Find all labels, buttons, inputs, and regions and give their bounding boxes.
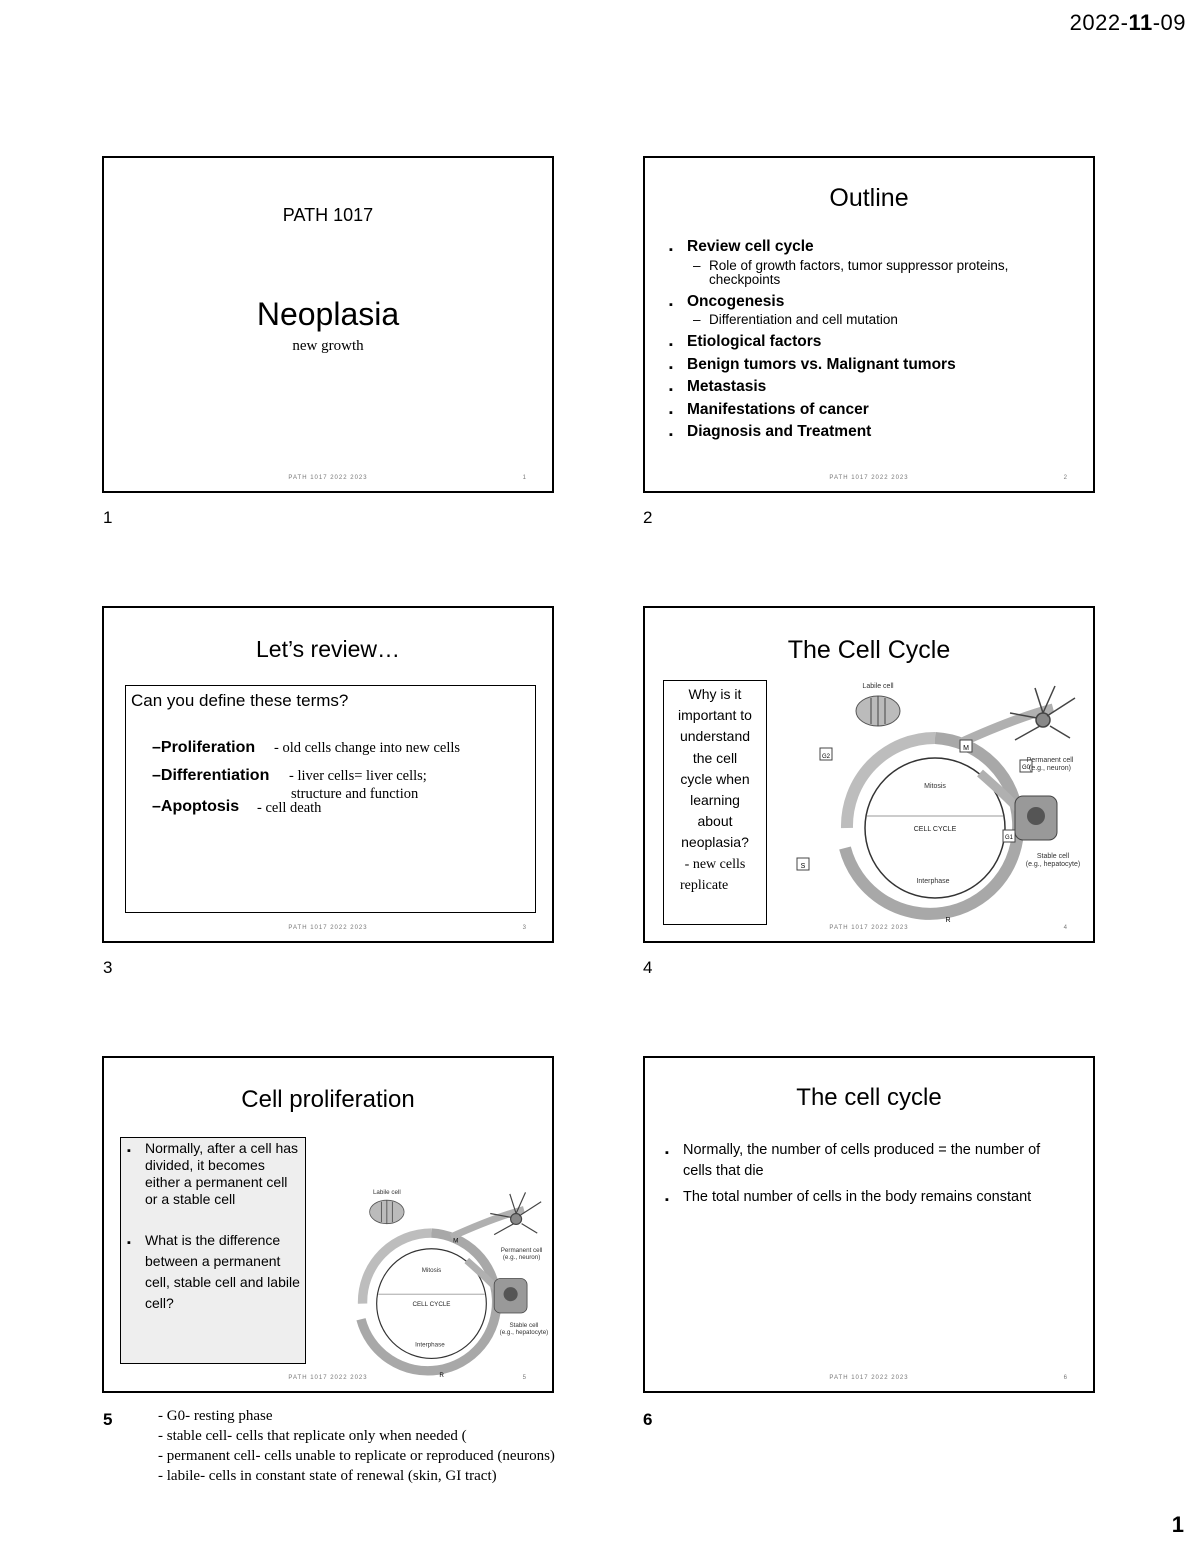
box-line: understand <box>679 728 751 745</box>
slide-footer: PATH 1017 2022 2023 <box>829 925 909 931</box>
list-item: ▪ The total number of cells in the body remains constant <box>663 1187 1063 1208</box>
diagram-label: (e.g., neuron) <box>1028 765 1072 772</box>
box-line: neoplasia? <box>681 834 749 851</box>
diagram-label: CELL CYCLE <box>412 1300 451 1308</box>
diagram-label: (e.g., hepatocyte) <box>499 1329 549 1337</box>
term-proliferation: –Proliferation <box>152 739 256 756</box>
box-line: cycle when <box>680 770 750 787</box>
slide-4 <box>643 606 1095 943</box>
diagram-label: Permanent cell <box>500 1246 543 1254</box>
slide-number: 6 <box>643 1410 653 1429</box>
slide-title: The cell cycle <box>796 1084 942 1111</box>
diagram-label: Stable cell <box>1036 853 1070 860</box>
sub-item: – Differentiation and cell mutation <box>667 313 1077 327</box>
slide-number: 2 <box>643 508 653 527</box>
list-item: ▪ Metastasis <box>667 376 1077 399</box>
slide-title: Cell proliferation <box>241 1086 415 1113</box>
slide-number: 3 <box>103 958 113 977</box>
slide-footer: PATH 1017 2022 2023 <box>288 925 368 931</box>
slide-number: 5 <box>103 1410 113 1429</box>
list-item: ▪ Manifestations of cancer <box>667 399 1077 422</box>
box-line: the cell <box>692 749 738 766</box>
sub-item: – Role of growth factors, tumor suppressor proteins, checkpoints <box>667 259 1077 287</box>
term-differentiation: –Differentiation <box>152 767 270 784</box>
box-line: Why is it <box>688 686 742 702</box>
diagram-label: R <box>439 1372 444 1380</box>
diagram-label: G2 <box>821 754 831 760</box>
term-apoptosis: –Apoptosis <box>152 798 240 815</box>
diagram-label: Stable cell <box>509 1322 539 1330</box>
diagram-label: S <box>800 863 806 870</box>
review-question: Can you define these terms? <box>131 691 349 710</box>
diagram-label: M <box>963 745 969 752</box>
note-line: - stable cell- cells that replicate only when needed ( <box>158 1428 467 1444</box>
diagram-label: Permanent cell <box>1026 757 1074 764</box>
definition-differentiation: - liver cells= liver cells; <box>289 768 427 784</box>
diagram-label: Interphase <box>916 878 950 885</box>
diagram-label: G0 <box>1021 765 1031 771</box>
diagram-label: Mitosis <box>924 783 946 790</box>
box-line: learning <box>690 792 740 809</box>
diagram-label: (e.g., neuron) <box>502 1253 541 1261</box>
course-code: PATH 1017 <box>282 205 374 225</box>
list-item: ▪ Diagnosis and Treatment <box>667 421 1077 444</box>
diagram-label: Mitosis <box>421 1267 442 1275</box>
slide-footer-page: 6 <box>1063 1375 1067 1381</box>
list-item: ▪ What is the difference between a permanent cell, stable cell and labile cell? <box>125 1230 301 1314</box>
slide-number: 1 <box>103 508 113 527</box>
note-line: - labile- cells in constant state of renewal (skin, GI tract) <box>158 1468 497 1484</box>
handwritten-note: - new cells <box>684 856 746 872</box>
outline-list <box>667 236 1077 444</box>
page-number: 1 <box>1171 1512 1184 1537</box>
slide-3 <box>102 606 554 943</box>
box-line: about <box>697 813 733 830</box>
slide-footer-page: 3 <box>522 925 526 931</box>
slide-footer: PATH 1017 2022 2023 <box>829 475 909 481</box>
slide-title: Let’s review… <box>255 636 401 662</box>
list-item: ▪ Normally, after a cell has divided, it becomes either a permanent cell or a stable cell <box>125 1140 301 1208</box>
diagram-label: G1 <box>1004 835 1014 841</box>
diagram-label: M <box>453 1237 459 1245</box>
question-box <box>663 680 767 925</box>
slide-footer-page: 5 <box>522 1375 526 1381</box>
slide-2 <box>643 156 1095 493</box>
bullet-list <box>663 1140 1063 1208</box>
slide-title: Outline <box>829 184 909 212</box>
slide-footer: PATH 1017 2022 2023 <box>829 1375 909 1381</box>
definition-differentiation-2: structure and function <box>291 786 419 802</box>
diagram-label: Labile cell <box>862 683 894 690</box>
handwritten-subtitle: new growth <box>292 338 364 354</box>
definition-apoptosis: - cell death <box>257 800 322 816</box>
slide-footer-page: 4 <box>1063 925 1067 931</box>
list-item: ▪ Etiological factors <box>667 331 1077 354</box>
slide-number: 4 <box>643 958 653 977</box>
slide-5 <box>102 1056 554 1393</box>
slide-footer-page: 2 <box>1063 475 1067 481</box>
diagram-label: CELL CYCLE <box>913 826 957 833</box>
cell-cycle-diagram <box>785 678 1085 928</box>
note-line: - permanent cell- cells unable to replicate or reproduced (neurons) <box>158 1448 555 1464</box>
document-date: 2022-11-09 <box>1069 10 1186 35</box>
list-item: ▪ Normally, the number of cells produced = the number of cells that die <box>663 1140 1063 1182</box>
box-line: important to <box>678 707 752 724</box>
slide-title: The Cell Cycle <box>787 636 951 664</box>
slide-6 <box>643 1056 1095 1393</box>
slide-footer-page: 1 <box>522 475 526 481</box>
diagram-label: Labile cell <box>372 1188 401 1196</box>
note-line: - G0- resting phase <box>158 1408 273 1424</box>
handwritten-notes <box>158 1406 555 1486</box>
slide-footer: PATH 1017 2022 2023 <box>288 475 368 481</box>
diagram-label: R <box>945 917 951 924</box>
list-item: ▪ Oncogenesis – Differentiation and cell mutation <box>667 291 1077 328</box>
definition-proliferation: - old cells change into new cells <box>274 740 461 756</box>
slide-footer: PATH 1017 2022 2023 <box>288 1375 368 1381</box>
diagram-label: (e.g., hepatocyte) <box>1025 861 1081 868</box>
slide-title: Neoplasia <box>256 296 400 332</box>
review-box <box>125 685 536 913</box>
list-item: ▪ Benign tumors vs. Malignant tumors <box>667 354 1077 377</box>
diagram-label: Interphase <box>415 1341 445 1349</box>
handwritten-note: replicate <box>680 877 729 893</box>
cell-cycle-diagram <box>314 1184 549 1384</box>
list-item: ▪ Review cell cycle – Role of growth factors, tumor suppressor proteins, checkpoints <box>667 236 1077 287</box>
slide-1 <box>102 156 554 493</box>
question-box <box>120 1137 306 1364</box>
